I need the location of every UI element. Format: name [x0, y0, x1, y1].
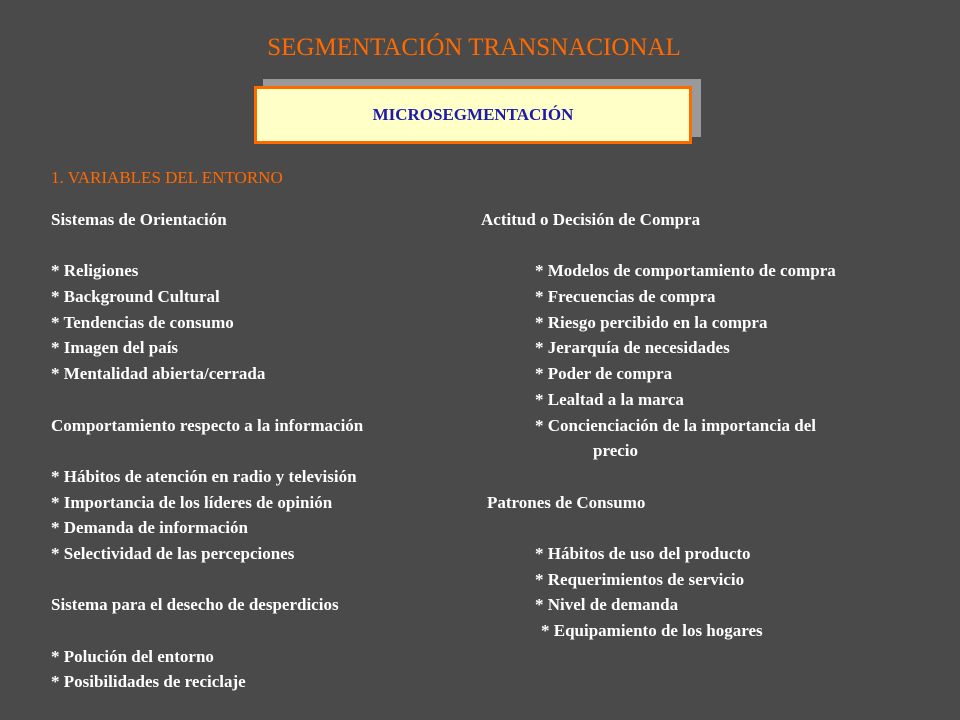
- spacer: [481, 233, 951, 259]
- group-heading: Sistemas de Orientación: [51, 210, 227, 229]
- list-item: * Posibilidades de reciclaje: [51, 672, 246, 692]
- microsegmentation-banner: [254, 86, 692, 144]
- list-item: * Demanda de información: [51, 518, 248, 538]
- list-item: * Frecuencias de compra: [535, 287, 716, 307]
- list-item: * Background Cultural: [51, 287, 220, 307]
- list-item: * Concienciación de la importancia del: [535, 415, 816, 435]
- list-item: * Modelos de comportamiento de compra: [535, 261, 836, 281]
- list-item: * Tendencias de consumo: [51, 312, 234, 332]
- right-column: [481, 207, 951, 644]
- spacer: [51, 233, 363, 259]
- spacer: [481, 515, 951, 541]
- group-heading: Actitud o Decisión de Compra: [481, 210, 701, 229]
- group-heading: Comportamiento respecto a la información: [51, 415, 364, 435]
- list-item: * Poder de compra: [535, 364, 673, 384]
- group-heading: Patrones de Consumo: [487, 492, 646, 512]
- list-item: * Imagen del país: [51, 338, 179, 358]
- list-item: * Hábitos de atención en radio y televisión: [51, 466, 357, 486]
- section-heading: 1. VARIABLES DEL ENTORNO: [51, 168, 283, 187]
- list-item: * Jerarquía de necesidades: [535, 338, 730, 358]
- list-item: * Equipamiento de los hogares: [541, 621, 763, 640]
- left-column: [51, 207, 363, 695]
- spacer: [51, 618, 363, 644]
- spacer: [51, 387, 363, 413]
- list-item: * Polución del entorno: [51, 646, 214, 666]
- list-item: * Riesgo percibido en la compra: [535, 312, 768, 332]
- group-heading: Sistema para el desecho de desperdicios: [51, 595, 339, 615]
- list-item: * Mentalidad abierta/cerrada: [51, 364, 266, 384]
- list-item: * Nivel de demanda: [535, 595, 679, 615]
- list-item: * Lealtad a la marca: [535, 389, 684, 409]
- list-item: * Importancia de los líderes de opinión: [51, 492, 333, 512]
- spacer: [51, 567, 363, 593]
- spacer: [481, 464, 951, 490]
- list-item: * Hábitos de uso del producto: [535, 543, 751, 563]
- list-item: * Requerimientos de servicio: [535, 569, 745, 589]
- list-item: * Religiones: [51, 261, 139, 281]
- group-heading: precio: [593, 441, 639, 461]
- spacer: [51, 438, 363, 464]
- list-item: * Selectividad de las percepciones: [51, 543, 295, 563]
- slide-title: SEGMENTACIÓN TRANSNACIONAL: [267, 34, 681, 61]
- banner-label: MICROSEGMENTACIÓN: [372, 105, 574, 124]
